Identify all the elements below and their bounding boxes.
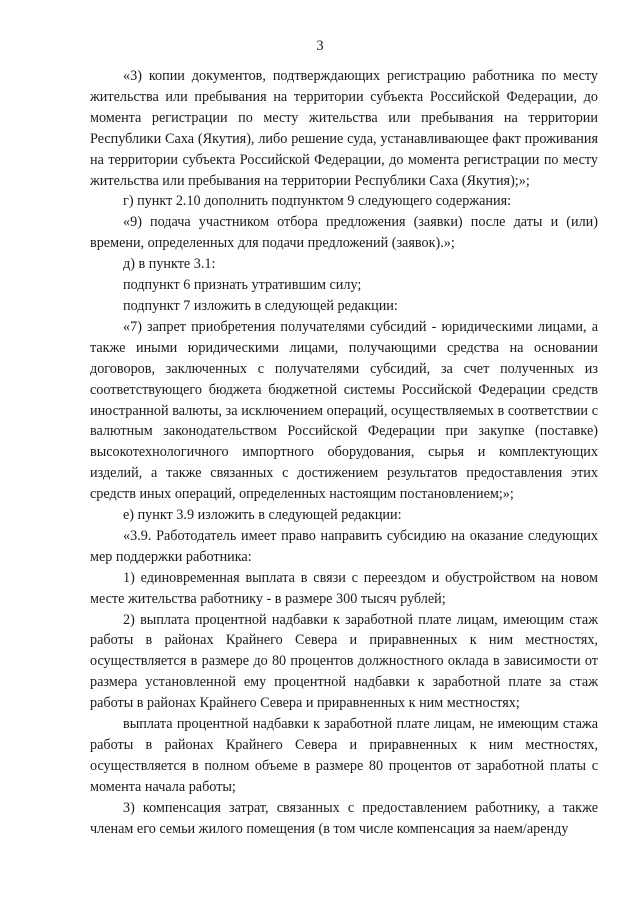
paragraph-subitem-7: подпункт 7 изложить в следующей редакции: [123, 297, 398, 314]
paragraph-support-1: 1) единовременная выплата в связи с переездом и обустройством на новом месте жительства работнику - в размере 300 тысяч рублей; [90, 569, 598, 607]
paragraph-item-3-documents: «3) копии документов, подтверждающих регистрацию работника по месту жительства или пребывания на территории субъекта Российской Федерации, до момента регистрации по месту жительства или пребывания на территории Республики Саха (Якутия), либо решение суда, устанавливающее факт проживания на территории субъекта Российской Федерации, до момента регистрации по месту жительства или пребывания на территории Республики Саха (Якутия);»; [90, 68, 598, 189]
paragraph-support-2: 2) выплата процентной надбавки к заработной плате лицам, имеющим стаж работы в районах Крайнего Севера и приравненных к ним местностях, осуществляется в размере до 80 процентов должностного оклада в зависимости от размера установленной ему процентной надбавки к заработной плате за стаж работы в районах Крайнего Севера и приравненных к ним местностях; [90, 611, 598, 712]
paragraph-item-7-prohibition: «7) запрет приобретения получателями субсидий - юридическими лицами, а также иными юридическими лицами, получающими средства на основании договоров, заключенных с получателями субсидий, за счет полученных из соответствующего бюджета бюджетной системы Российской Федерации средств иностранной валюты, за исключением операций, осуществляемых в соответствии с валютным законодательством Российской Федерации при закупке (поставке) высокотехнологичного импортного оборудования, сырья и комплектующих изделий, а также связанных с достижением результатов предоставления этих средств иных операций, определенных настоящим постановлением;»; [90, 318, 598, 503]
paragraph-item-3-9: «3.9. Работодатель имеет право направить субсидию на оказание следующих мер поддержки работника: [90, 527, 598, 565]
page-number: 3 [316, 38, 324, 54]
paragraph-support-2-continued: выплата процентной надбавки к заработной плате лицам, не имеющим стажа работы в районах Крайнего Севера и приравненных к ним местностях, осуществляется в полном объеме в размере 80 процентов от заработной платы с момента начала работы; [90, 716, 598, 795]
paragraph-subitem-6: подпункт 6 признать утратившим силу; [123, 277, 362, 294]
paragraph-item-9-application: «9) подача участником отбора предложения (заявки) после даты и (или) времени, определенных для подачи предложений (заявок).»; [90, 214, 598, 252]
paragraph-point-e: е) пункт 3.9 изложить в следующей редакции: [123, 507, 402, 524]
document-body [90, 66, 598, 840]
paragraph-point-d: д) в пункте 3.1: [123, 256, 216, 273]
paragraph-point-g: г) пункт 2.10 дополнить подпунктом 9 следующего содержания: [123, 193, 512, 210]
paragraph-support-3: 3) компенсация затрат, связанных с предоставлением работнику, а также членам его семьи жилого помещения (в том числе компенсация за наем/аренду [90, 799, 598, 837]
